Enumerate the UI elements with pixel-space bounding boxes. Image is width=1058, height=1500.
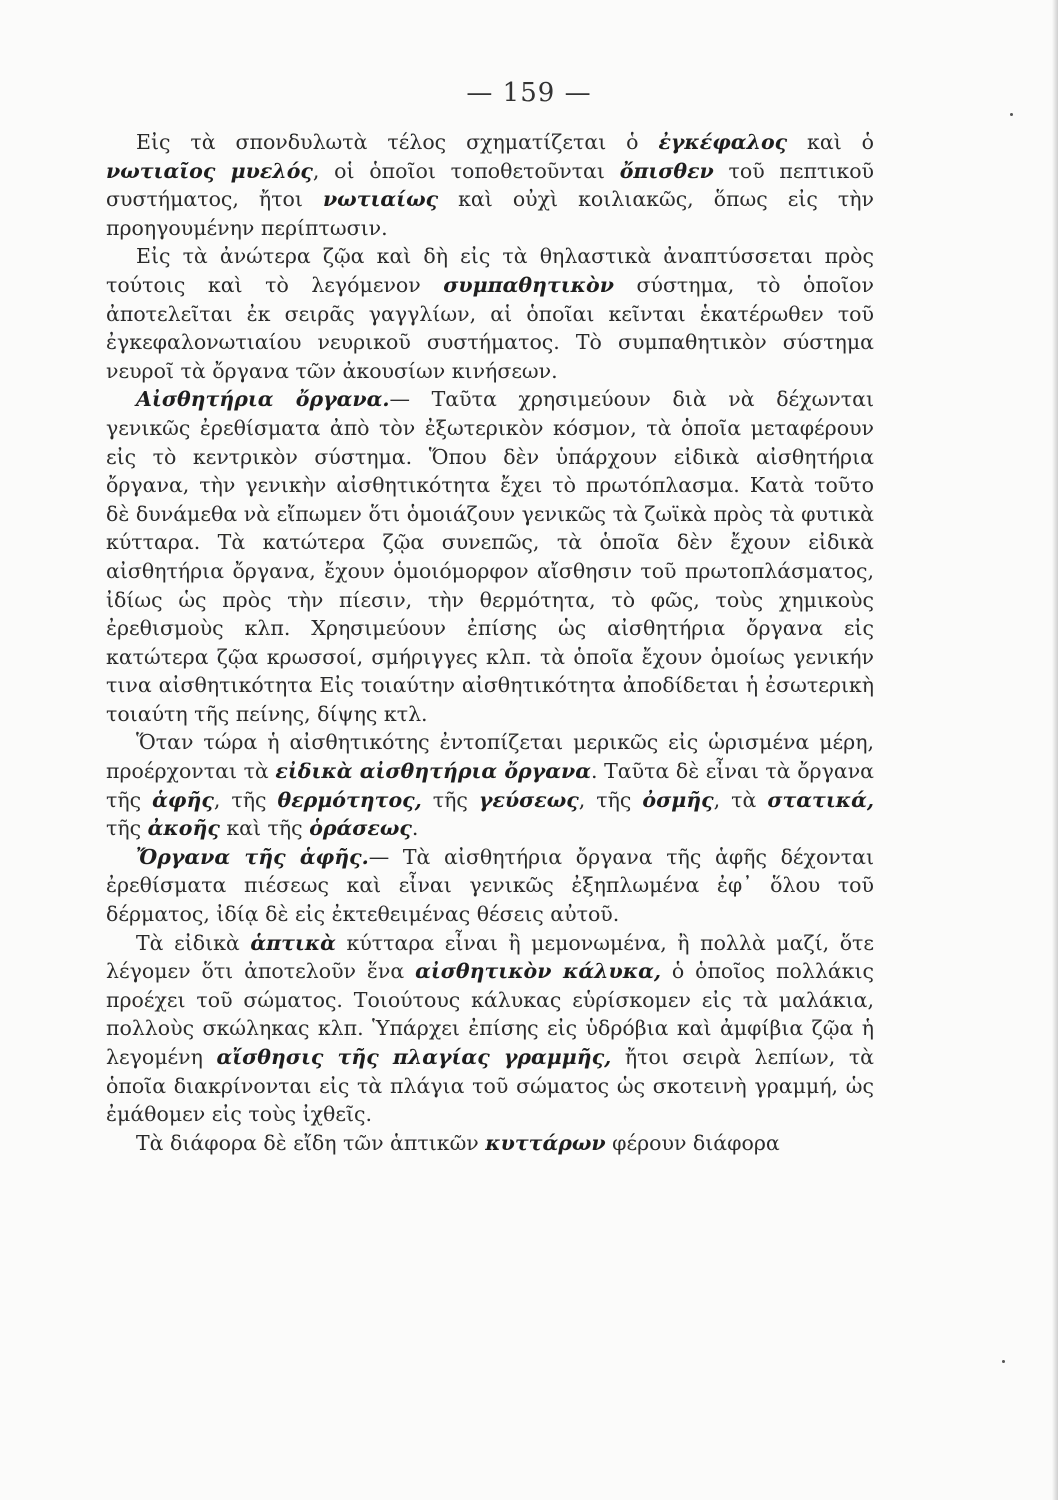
paragraph-6: Τὰ εἰδικὰ ἁπτικὰ κύτταρα εἶναι ἢ μεμονωμένα, ἢ πολλὰ μαζί, ὅτε λέγομεν ὅτι ἀποτελοῦν ἕνα αἰσθητικὸν κάλυκα, ὁ ὁποῖος πολλάκις προέχει τοῦ σώματος. Τοιούτους κάλυκας εὑρίσκομεν εἰς τὰ μαλάκια, πολλοὺς σκώληκας κλπ. Ὑπάρχει ἐπίσης εἰς ὑδρόβια καὶ ἀμφίβια ζῷα ἡ λεγομένη αἴσθησις τῆς πλαγίας γραμμῆς, ἤτοι σειρὰ λεπίων, τὰ ὁποῖα διακρίνονται εἰς τὰ πλάγια τοῦ σώματος ὡς σκοτεινὴ γραμμή, ὡς ἐμάθομεν εἰς τοὺς ἰχθεῖς. xyxy=(106,930,875,1127)
section-heading-organa-afis: Ὄργανα τῆς ἁφῆς. xyxy=(136,844,369,869)
body-text xyxy=(106,128,874,1157)
term-notiaios-myelos: νωτιαῖος μυελός xyxy=(106,158,313,183)
term-notiaios: νωτιαίως xyxy=(322,187,439,212)
paragraph-4: Ὅταν τώρα ἡ αἰσθητικότης ἐντοπίζεται μερικῶς εἰς ὡρισμένα μέρη, προέρχονται τὰ εἰδικὰ αἰσθητήρια ὄργανα. Ταῦτα δὲ εἶναι τὰ ὄργανα τῆς ἁφῆς, τῆς θερμότητος, τῆς γεύσεως, τῆς ὀσμῆς, τὰ στατικά, τῆς ἀκοῆς καὶ τῆς ὁράσεως. xyxy=(106,730,875,841)
term-sympathetikon: συμπαθητικὸν xyxy=(443,272,614,297)
scan-speck xyxy=(1010,113,1013,116)
paragraph-3: Αἰσθητήρια ὄργανα.— Ταῦτα χρησιμεύουν διὰ νὰ δέχωνται γενικῶς ἐρεθίσματα ἀπὸ τὸν ἐξωτερικὸν κόσμον, τὰ ὁποῖα μεταφέρουν εἰς τὸ κεντρικὸν σύστημα. Ὅπου δὲν ὑπάρχουν εἰδικὰ αἰσθητήρια ὄργανα, τὴν γενικὴν αἰσθητικότητα ἔχει τὸ πρωτόπλασμα. Κατὰ τοῦτο δὲ δυνάμεθα νὰ εἴπωμεν ὅτι ὁμοιάζουν γενικῶς τὰ ζωϊκὰ πρὸς τὰ φυτικὰ κύτταρα. Τὰ κατώτερα ζῷα συνεπῶς, τὰ ὁποῖα δὲν ἔχουν εἰδικὰ αἰσθητήρια ὄργανα, ἔχουν ὁμοιόμορφον αἴσθησιν τοῦ πρωτοπλάσματος, ἰδίως ὡς πρὸς τὴν πίεσιν, τὴν θερμότητα, τὸ φῶς, τοὺς χημικοὺς ἐρεθισμοὺς κλπ. Χρησιμεύουν ἐπίσης ὡς αἰσθητήρια ὄργανα εἰς κατώτερα ζῷα κρωσσοί, σμήριγγες κλπ. τὰ ὁποῖα ἔχουν ὁμοίως γενικήν τινα αἰσθητικότητα Εἰς τοιαύτην αἰσθητικότητα ἀποδίδεται ἡ ἐσωτερικὴ τοιαύτη τῆς πείνης, δίψης κτλ. xyxy=(106,387,874,726)
page-number: — 159 — xyxy=(466,78,592,108)
term-opisthen: ὄπισθεν xyxy=(619,158,714,183)
paragraph-5: Ὄργανα τῆς ἁφῆς.— Τὰ αἰσθητήρια ὄργανα τῆς ἁφῆς δέχονται ἐρεθίσματα πιέσεως καὶ εἶναι γενικῶς ἐξηπλωμένα ἐφ᾽ ὅλου τοῦ δέρματος, ἰδίᾳ δὲ εἰς ἐκτεθειμένας θέσεις αὐτοῦ. xyxy=(106,844,874,927)
paragraph-1: Εἰς τὰ σπονδυλωτὰ τέλος σχηματίζεται ὁ ἐγκέφαλος καὶ ὁ νωτιαῖος μυελός, οἱ ὁποῖοι τοποθετοῦνται ὄπισθεν τοῦ πεπτικοῦ συστήματος, ἤτοι νωτιαίως καὶ οὐχὶ κοιλιακῶς, ὅπως εἰς τὴν προηγουμένην περίπτωσιν. xyxy=(106,130,874,240)
term-enkephalos: ἐγκέφαλος xyxy=(658,130,788,154)
paragraph-2: Εἰς τὰ ἀνώτερα ζῷα καὶ δὴ εἰς τὰ θηλαστικὰ ἀναπτύσσεται πρὸς τούτοις καὶ τὸ λεγόμενον συμπαθητικὸν σύστημα, τὸ ὁποῖον ἀποτελεῖται ἐκ σειρᾶς γαγγλίων, αἱ ὁποῖαι κεῖνται ἑκατέρωθεν τοῦ ἐγκεφαλονωτιαίου νευρικοῦ συστήματος. Τὸ συμπαθητικὸν σύστημα νευροῖ τὰ ὄργανα τῶν ἀκουσίων κινήσεων. xyxy=(106,244,874,383)
scan-speck xyxy=(1002,1360,1005,1363)
section-heading-aisthetiria: Αἰσθητήρια ὄργανα. xyxy=(136,387,390,412)
page-edge-shadow xyxy=(1052,0,1058,1500)
paragraph-7: Τὰ διάφορα δὲ εἴδη τῶν ἁπτικῶν κυττάρων φέρουν διάφορα xyxy=(136,1130,780,1155)
